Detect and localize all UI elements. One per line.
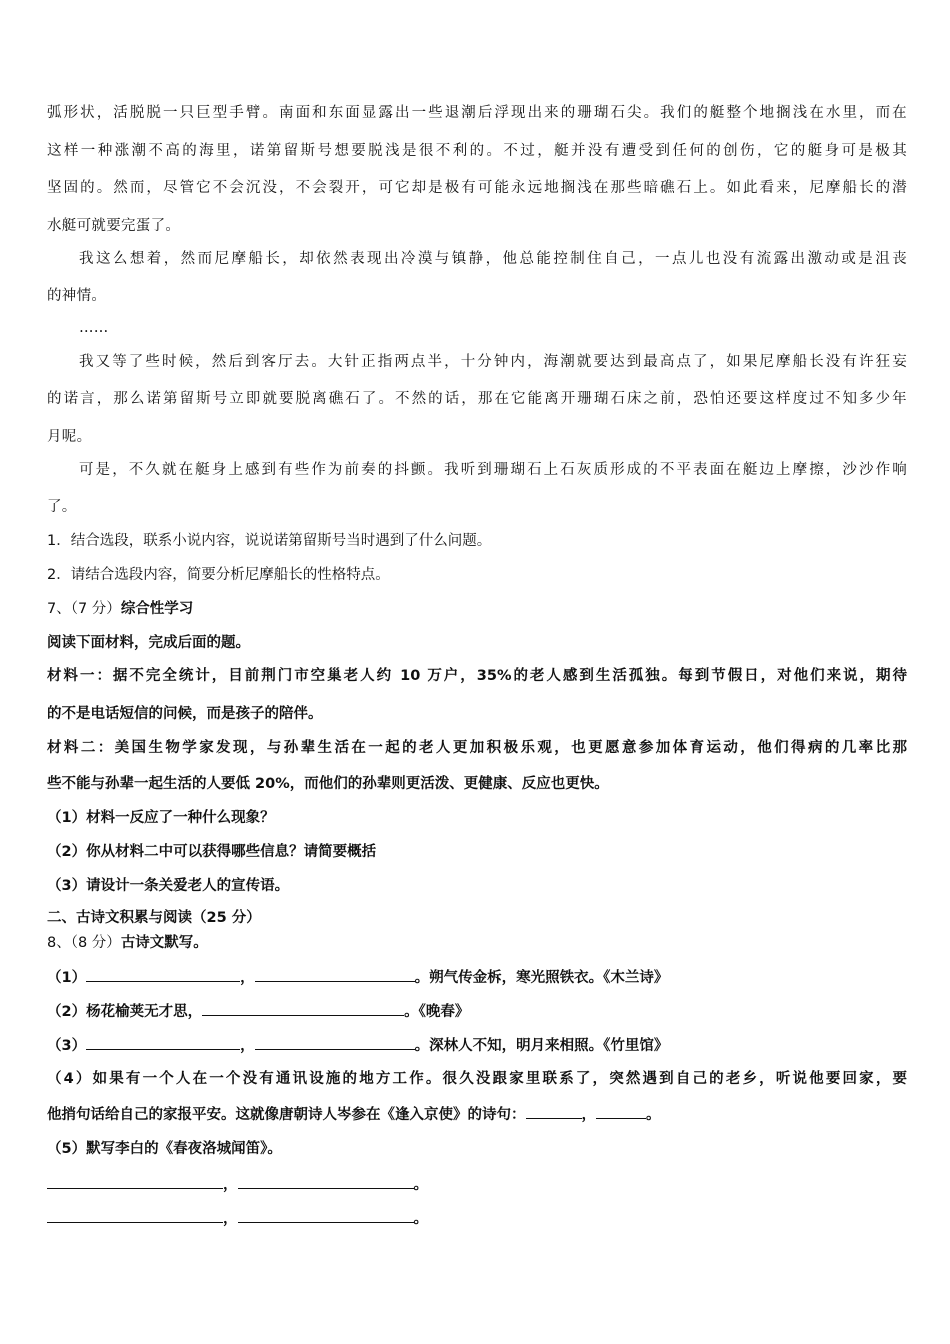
item-text: （2）杨花榆荚无才思， [47, 1004, 203, 1020]
material-line: 材料一：据不完全统计，目前荆门市空巢老人约 10 万户，35%的老人感到生活孤独。每到节假日，对他们来说，期待 [47, 668, 907, 684]
question-number: 7、（7 分） [47, 601, 121, 617]
recitation-item: （5）默写李白的《春夜洛城闻笛》。 [47, 1141, 282, 1157]
passage-line: 的神情。 [47, 288, 107, 304]
answer-blank[interactable] [526, 1104, 582, 1119]
punctuation: ， [581, 1107, 596, 1123]
question-heading [47, 599, 907, 619]
question-item: 2．请结合选段内容，简要分析尼摩船长的性格特点。 [47, 567, 390, 583]
punctuation: 。 [413, 1177, 428, 1193]
punctuation: ， [240, 970, 255, 986]
answer-blank[interactable] [47, 1208, 223, 1223]
question-item: （1）材料一反应了一种什么现象？ [47, 810, 275, 826]
question-item: 1．结合选段，联系小说内容，说说诺第留斯号当时遇到了什么问题。 [47, 533, 492, 549]
section-heading: 二、古诗文积累与阅读（25 分） [47, 910, 261, 926]
punctuation: ， [240, 1038, 255, 1054]
passage-line: 的诺言，那么诺第留斯号立即就要脱离礁石了。不然的话，那在它能离开珊瑚石床之前，恐怕还要这样度过不知多少年 [47, 391, 907, 407]
material-line: 材料二：美国生物学家发现，与孙辈生活在一起的老人更加积极乐观，也更愿意参加体育运动，他们得病的几率比那 [47, 740, 907, 756]
answer-line [47, 1174, 907, 1195]
material-line: 些不能与孙辈一起生活的人要低 20%，而他们的孙辈则更活泼、更健康、反应也更快。 [47, 776, 609, 792]
punctuation: ， [223, 1177, 238, 1193]
item-text: 他捎句话给自己的家报平安。这就像唐朝诗人岑参在《逢入京使》的诗句： [47, 1107, 526, 1123]
answer-blank[interactable] [596, 1104, 646, 1119]
answer-blank[interactable] [238, 1208, 414, 1223]
question-item: （3）请设计一条关爱老人的宣传语。 [47, 878, 290, 894]
item-text: 。朔气传金柝，寒光照铁衣。《木兰诗》 [414, 970, 669, 986]
answer-blank[interactable] [255, 967, 415, 982]
instruction: 阅读下面材料，完成后面的题。 [47, 635, 250, 651]
answer-blank[interactable] [202, 1001, 404, 1016]
punctuation: 。 [413, 1211, 428, 1227]
recitation-item [47, 967, 907, 988]
question-title: 综合性学习 [120, 601, 194, 617]
recitation-item: （4）如果有一个人在一个没有通讯设施的地方工作。很久没跟家里联系了，突然遇到自己的老乡，听说他要回家，要 [47, 1071, 907, 1087]
answer-blank[interactable] [86, 967, 240, 982]
question-number: 8、（8 分） [47, 935, 121, 951]
answer-blank[interactable] [47, 1174, 223, 1189]
answer-blank[interactable] [255, 1035, 415, 1050]
passage-line: 可是，不久就在艇身上感到有些作为前奏的抖颤。我听到珊瑚石上石灰质形成的不平表面在艇边上摩擦，沙沙作响 [79, 462, 907, 478]
question-item: （2）你从材料二中可以获得哪些信息？请简要概括 [47, 844, 377, 860]
question-title: 古诗文默写。 [120, 935, 208, 951]
item-text: 。《晚春》 [404, 1004, 470, 1020]
recitation-item [47, 1104, 907, 1125]
passage-line: 坚固的。然而，尽管它不会沉没，不会裂开，可它却是极有可能永远地搁浅在那些暗礁石上。如此看来，尼摩船长的潜 [47, 180, 907, 196]
passage-line: 这样一种涨潮不高的海里，诺第留斯号想要脱浅是很不利的。不过，艇并没有遭受到任何的创伤，它的艇身可是极其 [47, 143, 907, 159]
item-number: （3） [47, 1038, 87, 1054]
item-text: 。深林人不知，明月来相照。《竹里馆》 [414, 1038, 669, 1054]
passage-line: 我又等了些时候，然后到客厅去。大针正指两点半，十分钟内，海潮就要达到最高点了，如果尼摩船长没有许狂妄 [79, 354, 907, 370]
passage-line: 月呢。 [47, 429, 92, 445]
item-number: （1） [47, 970, 87, 986]
answer-blank[interactable] [86, 1035, 240, 1050]
question-heading [47, 933, 907, 953]
passage-line: 弧形状，活脱脱一只巨型手臂。南面和东面显露出一些退潮后浮现出来的珊瑚石尖。我们的艇整个地搁浅在水里，而在 [47, 105, 907, 121]
passage-line: 我这么想着，然而尼摩船长，却依然表现出冷漠与镇静，他总能控制住自己，一点儿也没有流露出激动或是沮丧 [79, 251, 907, 267]
recitation-item [47, 1001, 907, 1022]
answer-blank[interactable] [238, 1174, 414, 1189]
answer-line [47, 1208, 907, 1229]
punctuation: 。 [646, 1107, 661, 1123]
passage-line: 了。 [47, 499, 77, 515]
passage-ellipsis: …… [79, 320, 109, 336]
recitation-item [47, 1035, 907, 1056]
material-line: 的不是电话短信的问候，而是孩子的陪伴。 [47, 706, 323, 722]
passage-line: 水艇可就要完蛋了。 [47, 218, 181, 234]
punctuation: ， [223, 1211, 238, 1227]
